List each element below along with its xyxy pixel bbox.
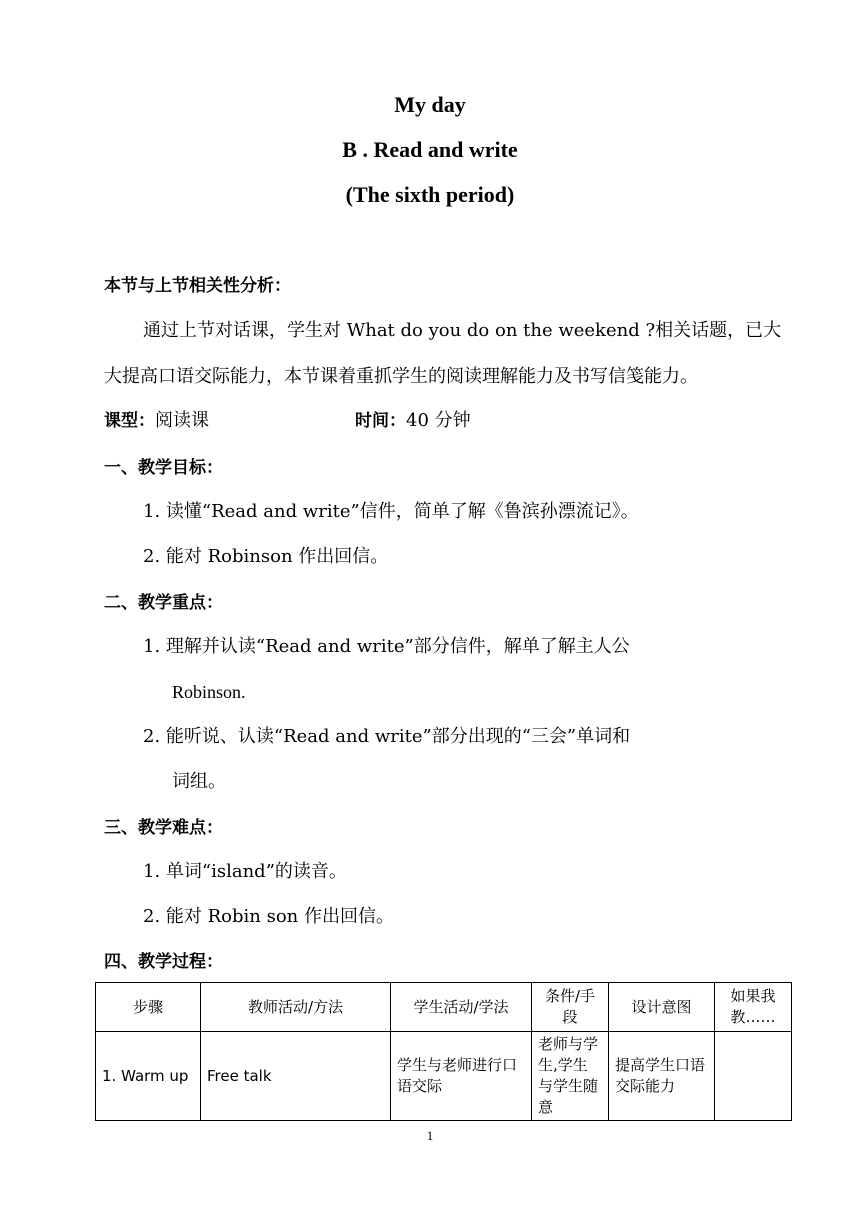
teaching-process-table xyxy=(95,982,792,1121)
analysis-heading: 本节与上节相关性分析： xyxy=(104,276,291,296)
header-cell-conditions: 条件/手段 xyxy=(532,983,609,1032)
lesson-time xyxy=(355,408,471,434)
goals-item-1: 1. 读懂“Read and write”信件，简单了解《鲁滨孙漂流记》。 xyxy=(143,501,639,522)
lesson-type-value: 阅读课 xyxy=(155,410,209,431)
key-points-item-2-line-1: 2. 能听说、认读“Read and write”部分出现的“三会”单词和 xyxy=(143,726,631,747)
table-cell: Free talk xyxy=(201,1032,391,1121)
title-line-2: B . Read and write xyxy=(342,137,518,162)
key-points-heading: 二、教学重点： xyxy=(104,593,223,613)
header-cell-if-i-teach: 如果我教…… xyxy=(715,983,792,1032)
key-points-item-2-line-2: 词组。 xyxy=(172,771,226,792)
table-cell: 学生与老师进行口语交际 xyxy=(391,1032,532,1121)
difficulties-item-1: 1. 单词“island”的读音。 xyxy=(143,861,347,882)
header-cell-student-activity: 学生活动/学法 xyxy=(391,983,532,1032)
title-line-3: (The sixth period) xyxy=(345,182,515,207)
table-cell: 提高学生口语交际能力 xyxy=(609,1032,715,1121)
process-heading: 四、教学过程： xyxy=(104,952,223,972)
document-title-block xyxy=(0,88,860,223)
page-number: 1 xyxy=(426,1128,434,1143)
difficulties-heading: 三、教学难点： xyxy=(104,818,223,838)
header-cell-step: 步骤 xyxy=(96,983,201,1032)
table-row xyxy=(96,1032,792,1121)
goals-heading: 一、教学目标： xyxy=(104,458,223,478)
analysis-paragraph-line-1: 通过上节对话课，学生对 What do you do on the weekend ?相关话题，已大 xyxy=(143,320,782,341)
table-cell: 1. Warm up xyxy=(96,1032,201,1121)
title-line-1: My day xyxy=(394,92,466,117)
difficulties-item-2: 2. 能对 Robin son 作出回信。 xyxy=(143,906,394,927)
lesson-time-label: 时间： xyxy=(355,411,406,431)
header-cell-design-intent: 设计意图 xyxy=(609,983,715,1032)
lesson-type xyxy=(104,408,209,434)
key-points-item-1-line-2: Robinson. xyxy=(172,682,246,702)
key-points-item-1-line-1: 1. 理解并认读“Read and write”部分信件，解单了解主人公 xyxy=(143,636,630,657)
lesson-type-label: 课型： xyxy=(104,411,155,431)
table-cell: 老师与学生,学生与学生随意 xyxy=(532,1032,609,1121)
lesson-time-value: 40 分钟 xyxy=(406,410,471,431)
table-cell xyxy=(715,1032,792,1121)
header-cell-teacher-activity: 教师活动/方法 xyxy=(201,983,391,1032)
analysis-paragraph-line-2: 大提高口语交际能力，本节课着重抓学生的阅读理解能力及书写信笺能力。 xyxy=(104,366,698,387)
goals-item-2: 2. 能对 Robinson 作出回信。 xyxy=(143,546,389,567)
table-header-row xyxy=(96,983,792,1032)
